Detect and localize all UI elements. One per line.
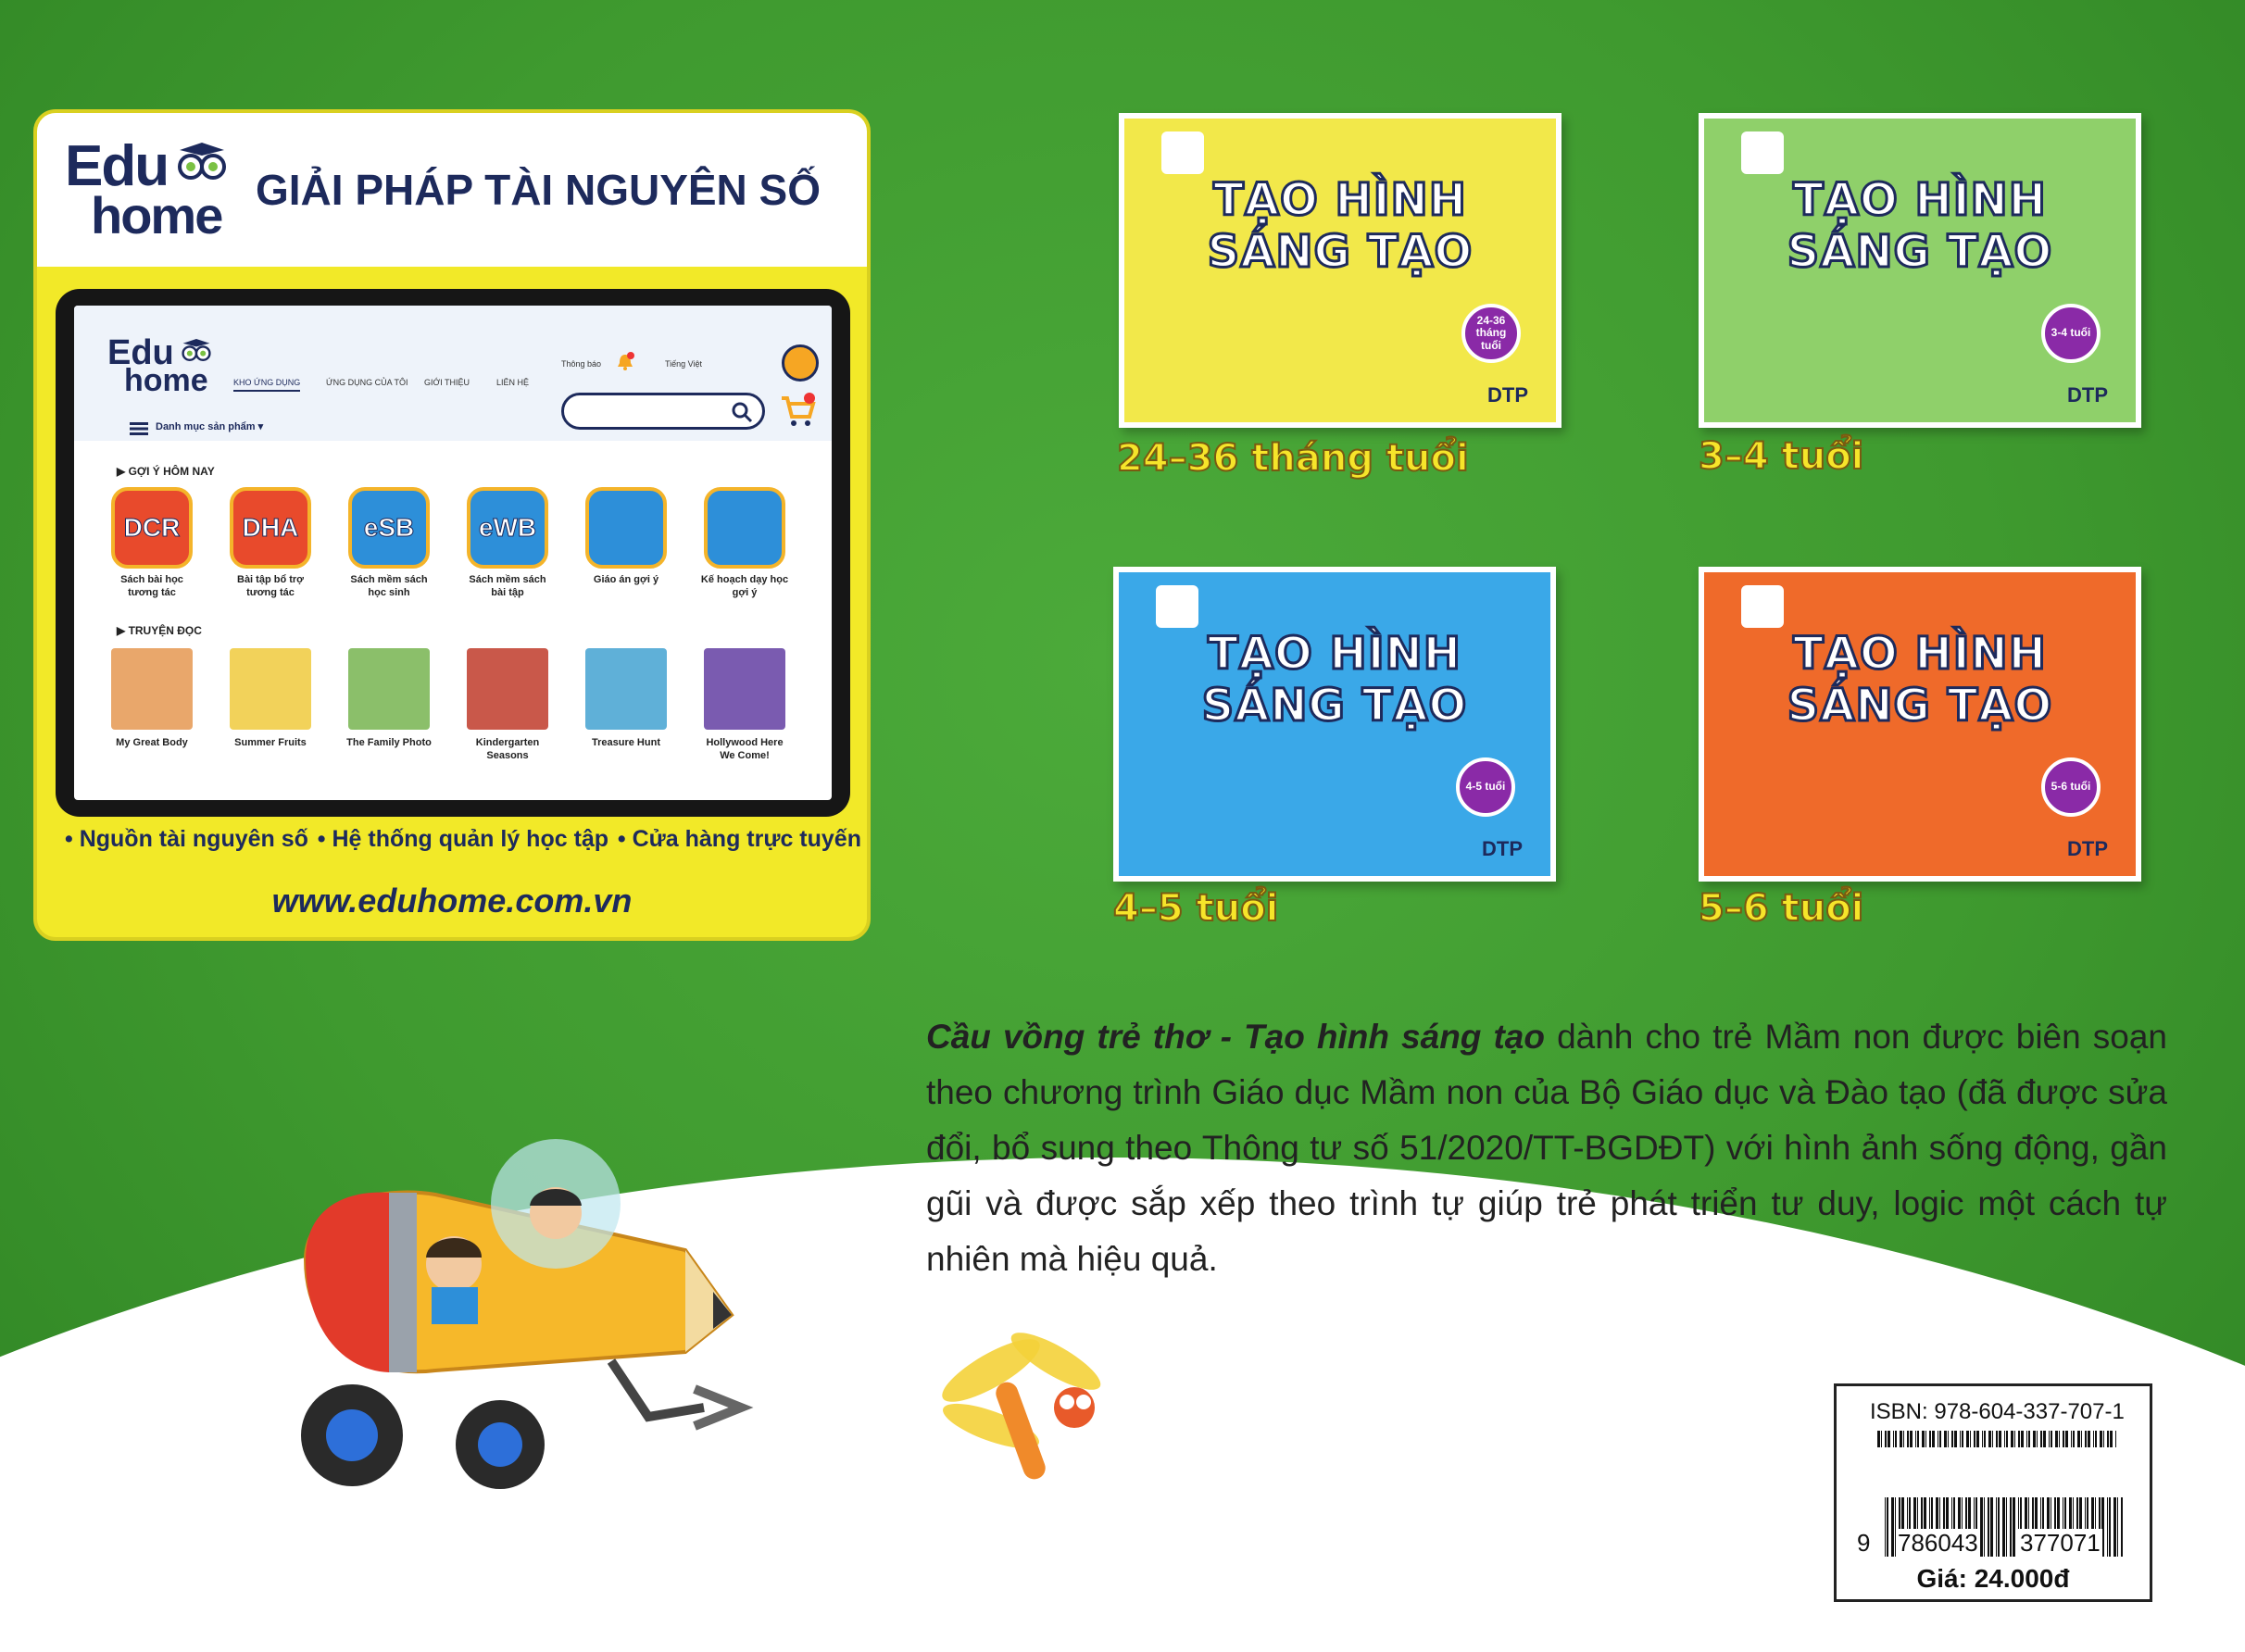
book-tile[interactable] [224,648,317,778]
nav-contact[interactable]: LIÊN HỆ [496,378,530,387]
description [926,1009,2167,1287]
app-tile[interactable] [461,487,554,606]
cover-title-line2: SÁNG TẠO [1787,680,2053,732]
app-label: Kế hoạch dạy học gợi ý [700,574,789,598]
book-cover [467,648,548,730]
app-icon [467,487,548,569]
age-label: 3–4 tuổi [1699,435,1864,478]
age-badge: 24-36 tháng tuổi [1461,304,1521,363]
book-label: Kindergarten Seasons [475,737,540,761]
barcode-digits-right: 377071 [2020,1529,2101,1557]
owl-icon [174,141,230,181]
avatar[interactable] [782,344,819,382]
isbn-number: ISBN: 978-604-337-707-1 [1870,1399,2125,1424]
cover-title-line1: TẠO HÌNH [1793,174,2047,226]
section-reading: ▶ TRUYỆN ĐỌC [117,624,202,637]
app-icon [230,487,311,569]
feature-item: • Nguồn tài nguyên số [65,826,308,852]
dragonfly-illustration [935,1324,1139,1491]
book-cover [111,648,193,730]
screen-logo: Edu home [107,333,219,417]
rainbow-logo [1741,131,1784,174]
owl-icon [180,337,213,363]
age-label: 4–5 tuổi [1113,887,1279,930]
age-badge: 3-4 tuổi [2041,304,2101,363]
app-tile[interactable] [343,487,435,606]
book-tile[interactable] [106,648,198,778]
book-cover-2 [1699,113,2141,428]
description-lead: Cầu vồng trẻ thơ - Tạo hình sáng tạo [926,1018,1545,1056]
cover-title-line1: TẠO HÌNH [1208,628,1461,680]
website-link[interactable]: www.eduhome.com.vn [271,882,633,920]
feature-item: • Hệ thống quản lý học tập [317,826,609,852]
dtp-logo: DTP [1487,383,1528,407]
book-tile[interactable] [461,648,554,778]
app-code: eSB [363,513,415,542]
book-tile[interactable] [698,648,791,778]
tablet-mockup [56,289,850,817]
rainbow-logo [1741,585,1784,628]
app-code: DCR [123,513,181,542]
feature-item: • Cửa hàng trực tuyến [617,826,861,852]
search-input[interactable] [561,393,765,430]
app-code: DHA [242,513,299,542]
app-label: Sách bài học tương tác [120,574,183,598]
app-tile[interactable] [698,487,791,606]
menu-icon[interactable] [130,422,148,435]
book-label: The Family Photo [346,737,432,748]
app-label: Bài tập bổ trợ tương tác [237,574,304,598]
app-tile[interactable] [580,487,672,606]
book-cover-1 [1119,113,1561,428]
book-tile[interactable] [343,648,435,778]
age-badge: 5-6 tuổi [2041,757,2101,817]
nav-my-apps[interactable]: ỨNG DỤNG CỦA TÔI [326,378,408,387]
eduhome-logo: Edu home [65,133,250,254]
age-badge: 4-5 tuổi [1456,757,1515,817]
book-tile[interactable] [580,648,672,778]
app-icon [111,487,193,569]
age-label: 24–36 tháng tuổi [1117,437,1469,480]
feature-list [65,826,861,853]
search-icon [731,401,753,423]
book-cover [585,648,667,730]
isbn-box [1834,1383,2152,1602]
app-label: Giáo án gợi ý [593,574,659,585]
book-cover [704,648,785,730]
category-menu[interactable]: Danh mục sản phẩm ▾ [156,421,264,432]
app-icon [585,487,667,569]
book-cover-3 [1113,567,1556,882]
rainbow-logo [1156,585,1198,628]
barcode-small [1877,1431,2118,1447]
barcode-digit-first: 9 [1857,1529,1871,1557]
book-label: Treasure Hunt [592,737,660,748]
description-text: dành cho trẻ Mầm non được biên soạn theo chương trình Giáo dục Mầm non của Bộ Giáo dục và Đào tạo (đã được sửa đổi, bổ sung theo Thông tư số 51/2020/TT-BGDĐT) với hình ảnh sống động, gần gũi và được sắp xếp theo trình tự giúp trẻ phát triển tư duy, logic một cách tự nhiên mà hiệu quả. [926,1018,2167,1278]
price-label: Giá: 24.000đ [1916,1564,2070,1593]
age-label: 5–6 tuổi [1699,887,1864,930]
book-label: My Great Body [116,737,188,748]
app-icon [704,487,785,569]
book-label: Summer Fruits [234,737,307,748]
cover-title-line2: SÁNG TẠO [1201,680,1468,732]
pencil-rocket-illustration [250,1139,787,1491]
app-label: Sách mềm sách bài tập [469,574,546,598]
cover-title-line1: TẠO HÌNH [1793,628,2047,680]
app-tile[interactable] [224,487,317,606]
section-suggestions: ▶ GỢI Ý HÔM NAY [117,465,215,478]
dtp-logo: DTP [1482,837,1523,860]
cover-title-line1: TẠO HÌNH [1213,174,1467,226]
nav-about[interactable]: GIỚI THIỆU [424,378,470,387]
notifications-link[interactable]: Thông báo [561,359,602,369]
cover-title-line2: SÁNG TẠO [1787,226,2053,278]
barcode-digits-left: 786043 [1898,1529,1978,1557]
rainbow-logo [1161,131,1204,174]
book-label: Hollywood Here We Come! [706,737,784,761]
bell-icon[interactable] [615,352,635,372]
app-tile[interactable] [106,487,198,606]
dtp-logo: DTP [2067,837,2108,860]
tablet-screen [74,306,832,800]
app-code: eWB [478,513,537,542]
book-cover-4 [1699,567,2141,882]
app-icon [348,487,430,569]
app-label: Sách mềm sách học sinh [350,574,428,598]
book-cover [348,648,430,730]
eduhome-header [37,113,867,267]
dtp-logo: DTP [2067,383,2108,407]
nav-app-store[interactable]: KHO ỨNG DỤNG [233,378,300,392]
language-selector[interactable]: Tiếng Việt [665,359,703,369]
eduhome-panel [33,109,871,941]
eduhome-title: GIẢI PHÁP TÀI NGUYÊN SỐ [256,166,821,214]
cart-icon[interactable] [780,393,817,430]
cover-title-line2: SÁNG TẠO [1207,226,1474,278]
book-cover [230,648,311,730]
